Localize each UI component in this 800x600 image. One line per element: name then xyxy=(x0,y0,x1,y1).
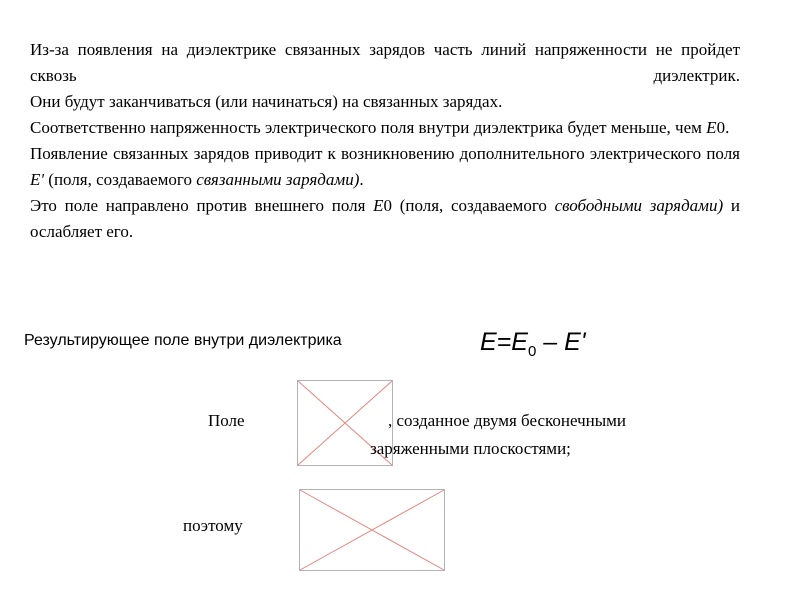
paragraph-5: Это поле направлено против внешнего поля E0 (поля, создаваемого свободными зарядами) и ослабляет его. xyxy=(30,196,740,241)
therefore-label: поэтому xyxy=(183,516,243,535)
paragraph-1: Из-за появления на диэлектрике связанных зарядов часть линий напряженности не пройдет сквозь диэлектрик. xyxy=(30,40,740,85)
paragraph-4: Появление связанных зарядов приводит к возникновению дополнительного электрического поля E' (поля, создаваемого связанными зарядами). xyxy=(30,144,740,189)
field-description-line-2: заряженными плоскостями; xyxy=(370,439,571,458)
result-field-label: Результирующее поле внутри диэлектрика xyxy=(24,332,342,349)
symbol-e: E xyxy=(373,196,384,215)
field-label: Поле xyxy=(208,411,245,430)
symbol-e: E xyxy=(706,118,717,137)
field-formula: $E=E_0 - E'$ xyxy=(480,328,586,360)
emphasis-bound-charges: связанными зарядами) xyxy=(196,170,360,189)
text-body xyxy=(30,37,740,245)
emphasis-free-charges: свободными зарядами) xyxy=(554,196,724,215)
broken-image-placeholder xyxy=(299,489,445,571)
field-description-line-1: , созданное двумя бесконечными xyxy=(388,411,627,430)
symbol-e-prime: E' xyxy=(30,170,45,189)
paragraph-3: Соответственно напряженность электрического поля внутри диэлектрика будет меньше, чем E0. xyxy=(30,118,730,137)
paragraph-2: Они будут заканчиваться (или начинаться) на связанных зарядах. xyxy=(30,92,503,111)
